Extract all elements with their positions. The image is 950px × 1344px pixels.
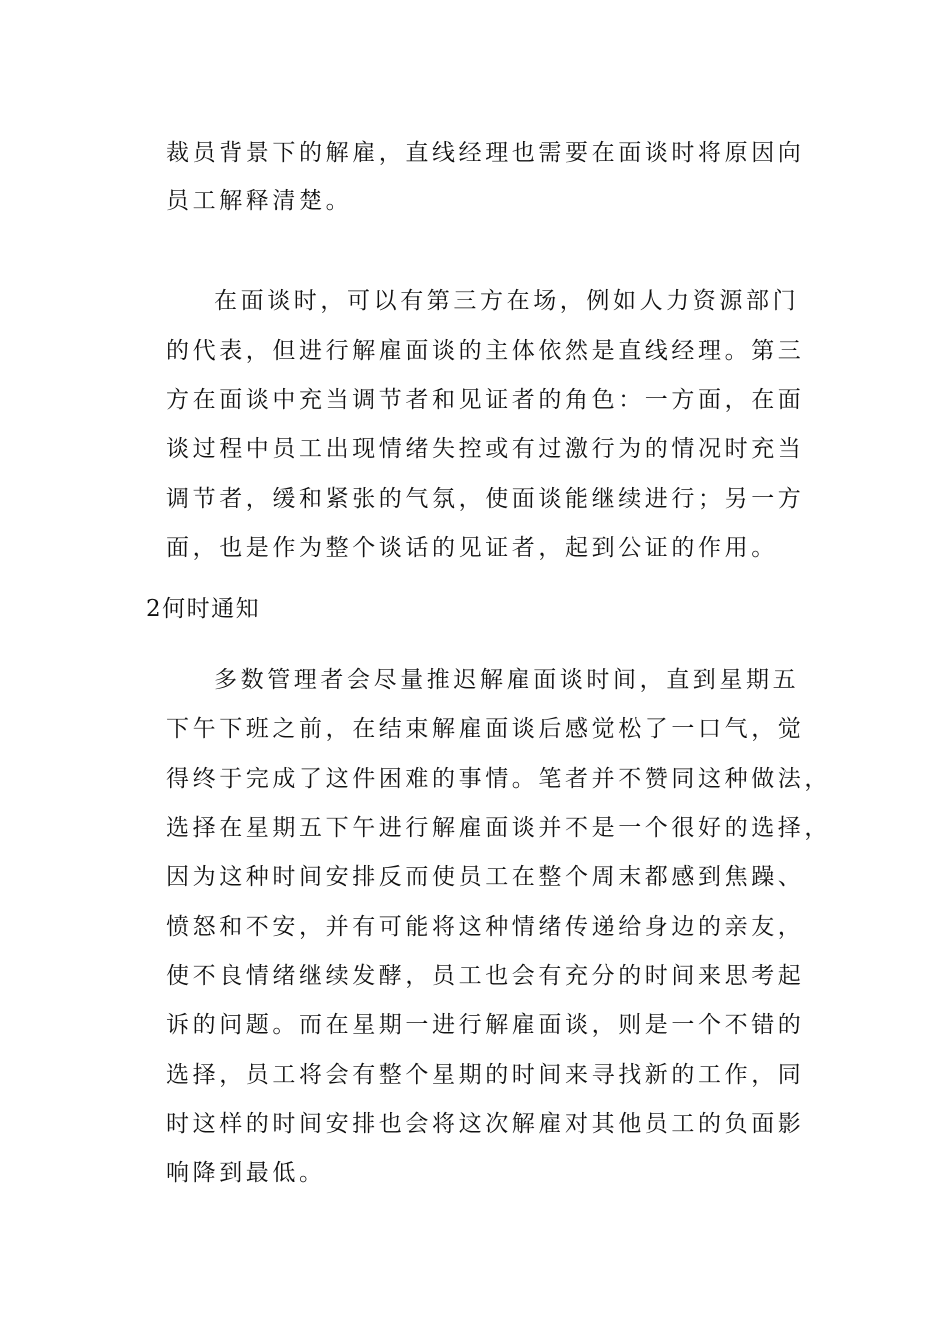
text-line: 面，也是作为整个谈话的见证者，起到公证的作用。 (166, 535, 778, 561)
text-line: 裁员背景下的解雇，直线经理也需要在面谈时将原因向 (166, 140, 805, 166)
section-heading: 2何时通知 (146, 596, 261, 622)
text-line: 选择在星期五下午进行解雇面谈并不是一个很好的选择， (166, 815, 831, 841)
text-line: 的代表，但进行解雇面谈的主体依然是直线经理。第三 (166, 338, 805, 364)
text-line: 在面谈时，可以有第三方在场，例如人力资源部门 (214, 288, 800, 314)
text-line: 多数管理者会尽量推迟解雇面谈时间，直到星期五 (214, 667, 800, 693)
text-line: 使不良情绪继续发酵，员工也会有充分的时间来思考起 (166, 963, 805, 989)
text-line: 响降到最低。 (166, 1160, 326, 1186)
text-line: 愤怒和不安，并有可能将这种情绪传递给身边的亲友， (166, 914, 805, 940)
text-line: 方在面谈中充当调节者和见证者的角色：一方面，在面 (166, 387, 805, 413)
text-line: 诉的问题。而在星期一进行解雇面谈，则是一个不错的 (166, 1012, 805, 1038)
text-line: 得终于完成了这件困难的事情。笔者并不赞同这种做法， (166, 766, 831, 792)
text-line: 谈过程中员工出现情绪失控或有过激行为的情况时充当 (166, 436, 805, 462)
text-line: 时这样的时间安排也会将这次解雇对其他员工的负面影 (166, 1111, 805, 1137)
text-line: 因为这种时间安排反而使员工在整个周末都感到焦躁、 (166, 864, 805, 890)
text-line: 员工解释清楚。 (166, 188, 353, 214)
text-line: 下午下班之前，在结束解雇面谈后感觉松了一口气，觉 (166, 716, 805, 742)
text-line: 选择，员工将会有整个星期的时间来寻找新的工作，同 (166, 1062, 805, 1088)
text-line: 调节者，缓和紧张的气氛，使面谈能继续进行；另一方 (166, 486, 805, 512)
